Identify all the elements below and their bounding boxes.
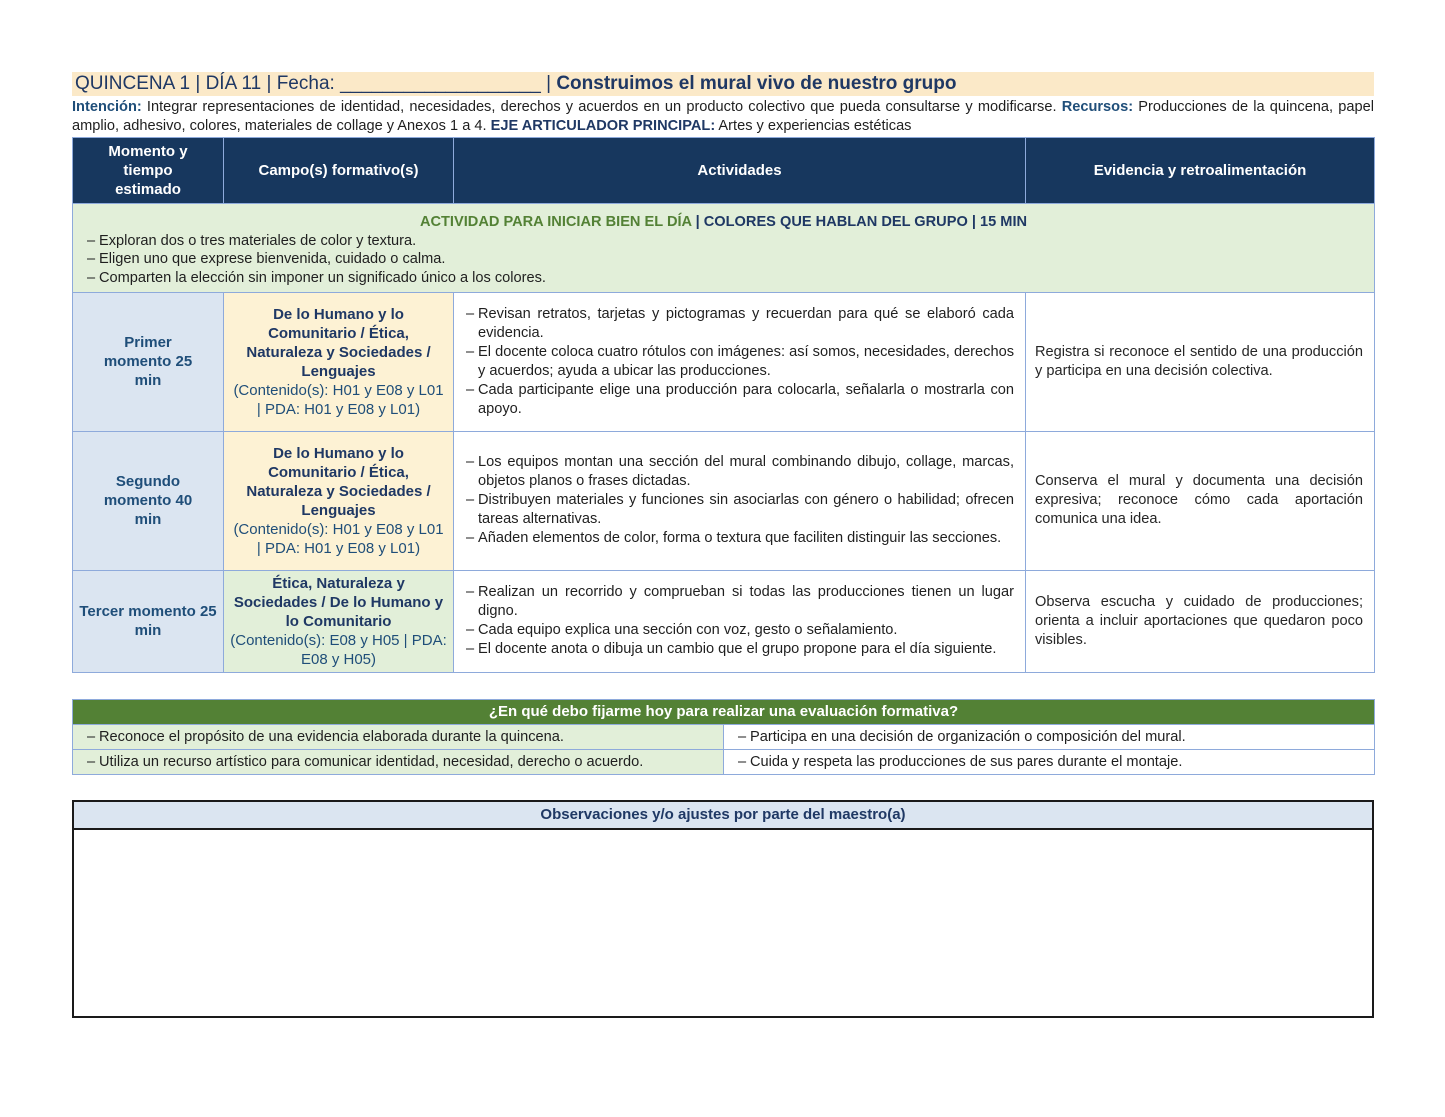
- lesson-plan-page: [72, 72, 1374, 1018]
- observations-title: Observaciones y/o ajustes por parte del maestro(a): [74, 802, 1372, 830]
- list-item: – Realizan un recorrido y comprueban si todas las producciones tienen un lugar digno.: [466, 583, 1014, 621]
- axis-text: Artes y experiencias estéticas: [715, 118, 912, 134]
- page-title: [72, 72, 1374, 96]
- opening-activity-title: [87, 213, 1360, 232]
- column-header-activities: Actividades: [454, 138, 1026, 204]
- opening-activity-title-green: ACTIVIDAD PARA INICIAR BIEN EL DÍA: [419, 214, 692, 230]
- activities-table: [72, 137, 1375, 673]
- list-item: – Participa en una decisión de organización o composición del mural.: [738, 729, 1360, 745]
- campo-cell: [224, 570, 454, 672]
- resources-label: Recursos:: [1061, 99, 1134, 115]
- campo-cell: [224, 292, 454, 431]
- table-row: [73, 749, 1375, 774]
- table-row: [73, 724, 1375, 749]
- campo-fields: Ética, Naturaleza y Sociedades / De lo Humano y lo Comunitario: [233, 574, 444, 630]
- evidence-cell: Conserva el mural y documenta una decisión expresiva; reconoce cómo cada aportación comunica una idea.: [1026, 431, 1375, 570]
- activities-cell: [454, 292, 1026, 431]
- moment-cell: [73, 292, 224, 431]
- intent-label: Intención:: [72, 99, 142, 115]
- list-item: – Exploran dos o tres materiales de color y textura.: [87, 232, 1360, 251]
- list-item: – El docente anota o dibuja un cambio que el grupo propone para el día siguiente.: [466, 640, 1014, 659]
- observations-text-area[interactable]: [74, 830, 1372, 1016]
- intent-paragraph: [72, 98, 1374, 136]
- intent-text: Integrar representaciones de identidad, necesidades, derechos y acuerdos en un producto colectivo que pueda consultarse y modificarse.: [141, 99, 1062, 115]
- list-item: – Revisan retratos, tarjetas y pictogramas y recuerdan para qué se elaboró cada evidencia.: [466, 305, 1014, 343]
- list-item: – Eligen uno que exprese bienvenida, cuidado o calma.: [87, 250, 1360, 269]
- opening-activity-list: [87, 232, 1360, 288]
- axis-label: EJE ARTICULADOR PRINCIPAL:: [490, 118, 716, 134]
- campo-fields: De lo Humano y lo Comunitario / Ética, Naturaleza y Sociedades / Lenguajes: [246, 444, 431, 519]
- list-item: – Cada equipo explica una sección con voz, gesto o señalamiento.: [466, 621, 1014, 640]
- table-row: [73, 431, 1375, 570]
- campo-fields: De lo Humano y lo Comunitario / Ética, Naturaleza y Sociedades / Lenguajes: [246, 305, 431, 380]
- title-tail: Construimos el mural vivo de nuestro grupo: [556, 73, 957, 94]
- opening-activity-title-rest: | COLORES QUE HABLAN DEL GRUPO | 15 MIN: [691, 214, 1028, 230]
- moment-label: Tercer momento 25 min: [79, 603, 217, 640]
- evidence-cell: Registra si reconoce el sentido de una producción y participa en una decisión colectiva.: [1026, 292, 1375, 431]
- resources-text: Producciones de la quincena, papel amplio, adhesivo, colores, materiales de collage y Anexos 1 a 4.: [72, 99, 1374, 134]
- evaluation-title: ¿En qué debo fijarme hoy para realizar una evaluación formativa?: [73, 699, 1375, 724]
- list-item: – Los equipos montan una sección del mural combinando dibujo, collage, marcas, objetos planos o frases dictadas.: [466, 453, 1014, 491]
- observations-box: [72, 800, 1374, 1018]
- list-item: – Cada participante elige una producción para colocarla, señalarla o mostrarla con apoyo.: [466, 381, 1014, 419]
- list-item: – Utiliza un recurso artístico para comunicar identidad, necesidad, derecho o acuerdo.: [87, 754, 709, 770]
- table-row: [73, 292, 1375, 431]
- column-header-moment: [73, 138, 224, 204]
- moment-label: Primer momento 25 min: [103, 334, 193, 390]
- activities-cell: [454, 570, 1026, 672]
- list-item: – El docente coloca cuatro rótulos con imágenes: así somos, necesidades, derechos y acuerdos; ayuda a ubicar las producciones.: [466, 343, 1014, 381]
- activities-cell: [454, 431, 1026, 570]
- title-lead: QUINCENA 1 | DÍA 11 | Fecha: ___________________ |: [75, 73, 557, 94]
- column-header-campo: Campo(s) formativo(s): [224, 138, 454, 204]
- moment-cell: [73, 431, 224, 570]
- column-header-moment-label: Momento y tiempo estimado: [108, 143, 188, 198]
- campo-content: (Contenido(s): H01 y E08 y L01 | PDA: H01 y E08 y L01): [233, 381, 444, 418]
- evaluation-item: [724, 749, 1375, 774]
- list-item: – Distribuyen materiales y funciones sin asociarlas con género o habilidad; ofrecen tareas alternativas.: [466, 491, 1014, 529]
- campo-cell: [224, 431, 454, 570]
- evaluation-item: [73, 724, 724, 749]
- campo-content: (Contenido(s): E08 y H05 | PDA: E08 y H05): [230, 631, 447, 668]
- table-row: [73, 570, 1375, 672]
- column-header-evidence: Evidencia y retroalimentación: [1026, 138, 1375, 204]
- evaluation-item: [73, 749, 724, 774]
- campo-content: (Contenido(s): H01 y E08 y L01 | PDA: H01 y E08 y L01): [233, 520, 444, 557]
- table-header-row: [73, 138, 1375, 204]
- list-item: – Añaden elementos de color, forma o textura que faciliten distinguir las secciones.: [466, 529, 1014, 548]
- opening-activity-row: [73, 204, 1375, 293]
- list-item: – Reconoce el propósito de una evidencia elaborada durante la quincena.: [87, 729, 709, 745]
- list-item: – Comparten la elección sin imponer un significado único a los colores.: [87, 269, 1360, 288]
- list-item: – Cuida y respeta las producciones de sus pares durante el montaje.: [738, 754, 1360, 770]
- moment-cell: [73, 570, 224, 672]
- moment-label: Segundo momento 40 min: [103, 473, 193, 529]
- evaluation-item: [724, 724, 1375, 749]
- evidence-cell: Observa escucha y cuidado de producciones; orienta a incluir aportaciones que quedaron poco visibles.: [1026, 570, 1375, 672]
- evaluation-table: [72, 699, 1375, 775]
